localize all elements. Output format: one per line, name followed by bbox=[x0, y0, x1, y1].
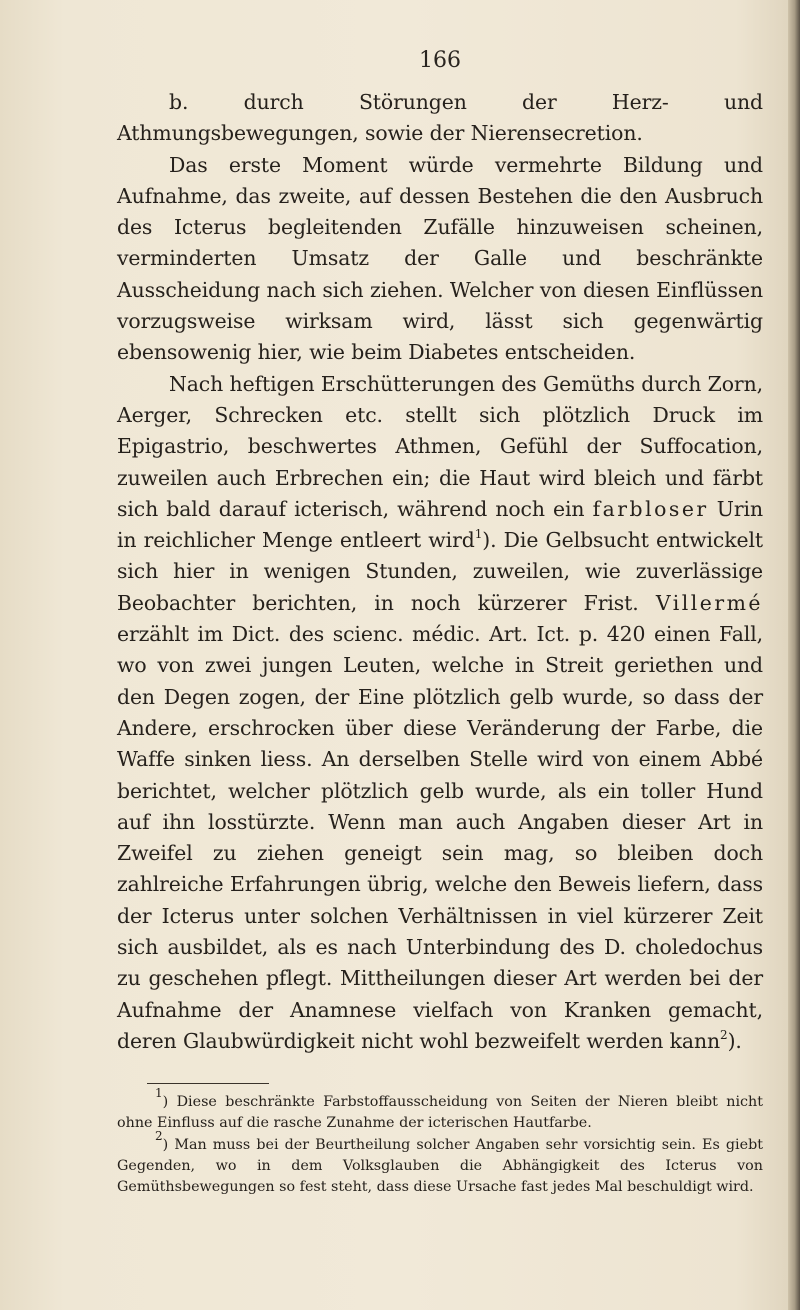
footnote-2 bbox=[117, 1128, 763, 1199]
footnote-ref-1[interactable]: 1 bbox=[474, 527, 483, 542]
footnote-separator bbox=[147, 1083, 269, 1084]
paragraph-1: b. durch Störungen der Herz- und Athmungsbewegungen, sowie der Nierensecretion. bbox=[117, 90, 763, 146]
paragraph-3-text-e: ). bbox=[727, 1028, 742, 1053]
page-number: 166 bbox=[419, 48, 461, 73]
footnote-1-text: ) Diese beschränkte Farbstoffausscheidung von Seiten der Nieren bleibt nicht ohne Einfluss auf die rasche Zunahme der icterischen Hautfarbe. bbox=[117, 1094, 763, 1132]
paragraph-2: Das erste Moment würde vermehrte Bildung und Aufnahme, das zweite, auf dessen Bestehen die den Ausbruch des Icterus begleitenden Zufälle hinzuweisen scheinen, verminderten Umsatz der Galle und beschränkte Ausscheidung nach sich ziehen. Welcher von diesen Einflüssen vorzugsweise wirksam wird, lässt sich gegenwärtig ebensowenig hier, wie beim Diabetes entscheiden. bbox=[117, 152, 763, 365]
footnote-2-text: ) Man muss bei der Beurtheilung solcher Angaben sehr vorsichtig sein. Es giebt Gegenden, wo in dem Volksglauben die Abhängigkeit des Icterus von Gemüthsbewegungen so fest steht, dass diese Ursache fast jedes Mal beschuldigt wird. bbox=[117, 1136, 763, 1196]
footnote-2-marker: 2 bbox=[155, 1128, 163, 1143]
emphasis-farbloser: farbloser bbox=[592, 496, 709, 521]
paragraph-3-text-c: ). Die Gelbsucht entwickelt sich hier in wenigen Stunden, zuweilen, wie zuverlässige Beobachter berichten, in noch kürzerer Frist. bbox=[117, 528, 763, 615]
paragraph-3 bbox=[117, 369, 763, 1058]
footnotes bbox=[117, 1086, 763, 1198]
footnote-ref-2[interactable]: 2 bbox=[720, 1027, 728, 1042]
paragraph-3-text-a: Nach heftigen Erschütterungen des Gemüths durch Zorn, Aerger, Schrecken etc. stellt sich plötzlich Druck im Epigastrio, beschwertes Athmen, Gefühl der Suffocation, zuweilen auch Erbrechen ein; die Haut wird bleich und färbt sich bald darauf icterisch, während noch ein bbox=[117, 371, 763, 521]
paragraph-3-text-b: Urin in reichlicher Menge entleert wird bbox=[117, 496, 763, 553]
main-text bbox=[117, 87, 763, 1057]
emphasis-villerme: Villermé bbox=[655, 590, 763, 615]
footnote-1-marker: 1 bbox=[155, 1086, 163, 1100]
footnote-1 bbox=[117, 1086, 763, 1135]
paragraph-3-text-d: erzählt im Dict. des scienc. médic. Art. Ict. p. 420 einen Fall, wo von zwei jungen Leuten, welche in Streit geriethen und den Degen zogen, der Eine plötzlich gelb wurde, so dass der Andere, erschrocken über diese Veränderung der Farbe, die Waffe sinken liess. An derselben Stelle wird von einem Abbé berichtet, welcher plötzlich gelb wurde, als ein toller Hund auf ihn losstürzte. Wenn man auch Angaben dieser Art in Zweifel zu ziehen geneigt sein mag, so bleiben doch zahlreiche Erfahrungen übrig, welche den Beweis liefern, dass der Icterus unter solchen Verhältnissen in viel kürzerer Zeit sich ausbildet, als es nach Unterbindung des D. choledochus zu geschehen pflegt. Mittheilungen dieser Art werden bei der Aufnahme der Anamnese vielfach von Kranken gemacht, deren Glaubwürdigkeit nicht wohl bezweifelt werden kann bbox=[117, 622, 763, 1053]
page-edge-shadow bbox=[788, 0, 800, 1310]
